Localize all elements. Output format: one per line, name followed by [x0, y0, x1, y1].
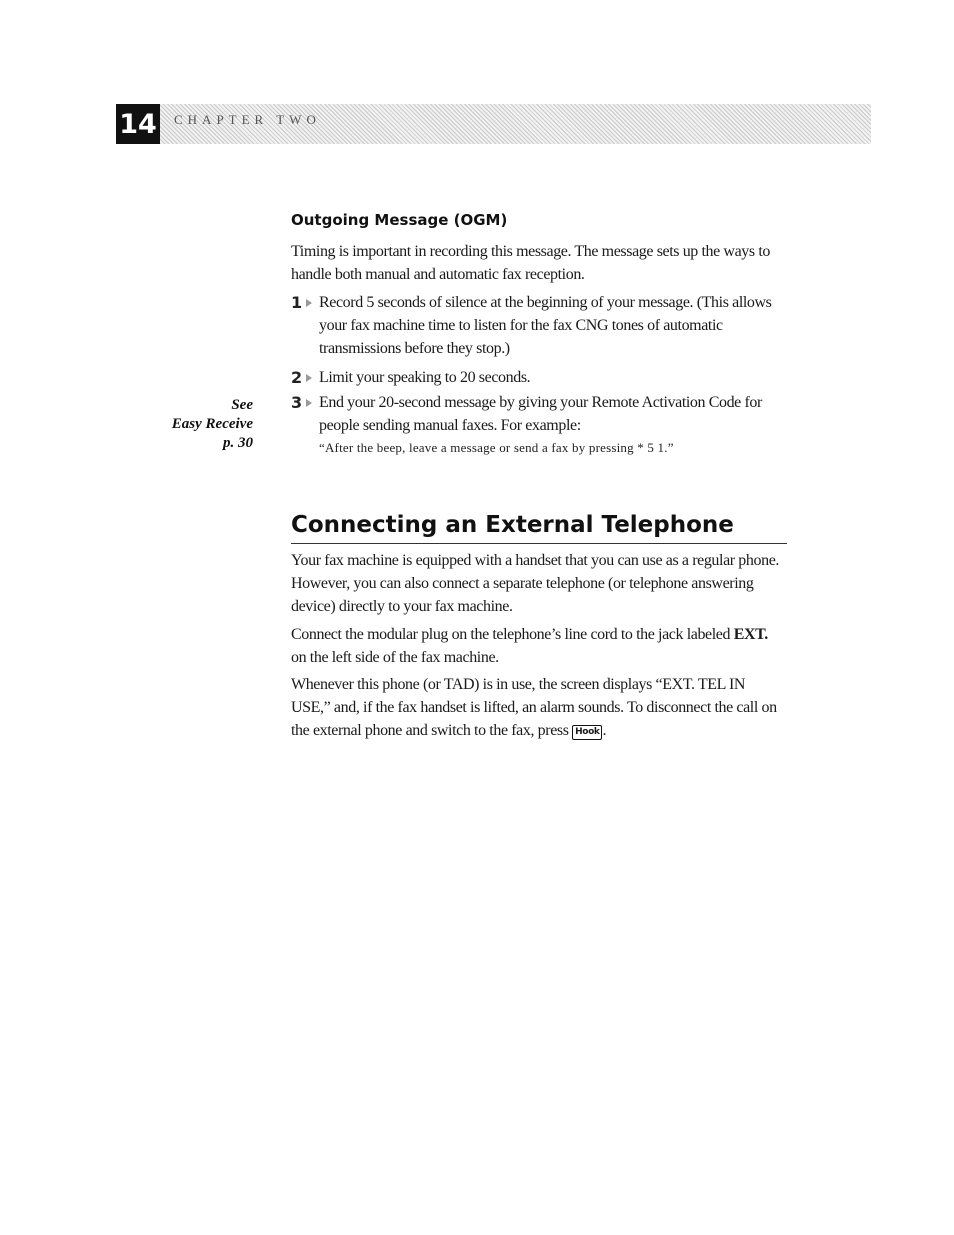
- step-3-text: End your 20-second message by giving your Remote Activation Code for people sending manual faxes. For example:: [319, 394, 762, 434]
- cross-reference-see: See: [231, 397, 253, 413]
- cross-reference-topic: Easy Receive: [171, 416, 253, 432]
- external-paragraph-2: [291, 623, 781, 669]
- step-2-text: Limit your speaking to 20 seconds.: [319, 369, 531, 386]
- external-paragraph-2-text: Connect the modular plug on the telephone’s line cord to the jack labeled: [291, 626, 734, 643]
- external-paragraph-1: Your fax machine is equipped with a handset that you can use as a regular phone. However, you can also connect a separate telephone (or telephone answering device) directly to your fax machine.: [291, 552, 780, 615]
- chapter-label: CHAPTER TWO: [174, 112, 321, 127]
- cross-reference-note: [172, 396, 253, 453]
- external-paragraph-3-text: Whenever this phone (or TAD) is in use, the screen displays “EXT. TEL IN USE,” and, if the fax handset is lifted, an alarm sounds. To disconnect the call on the external phone and switch to the fax, press: [291, 676, 777, 739]
- ogm-section-title: Outgoing Message (OGM): [291, 211, 508, 229]
- hook-key-icon: Hook: [572, 725, 602, 740]
- step-3-number-icon: 3: [291, 394, 313, 412]
- external-telephone-title: Connecting an External Telephone: [291, 512, 734, 538]
- external-paragraph-2-tail: on the left side of the fax machine.: [291, 649, 499, 666]
- external-paragraph-3-tail: .: [602, 722, 607, 739]
- step-1-text: Record 5 seconds of silence at the beginning of your message. (This allows your fax machine time to listen for the fax CNG tones of automatic transmissions before they stop.): [319, 294, 772, 357]
- cross-reference-page: p. 30: [223, 435, 253, 451]
- page-number: 14: [116, 104, 160, 144]
- step-2-number-icon: 2: [291, 369, 313, 387]
- title-underline: [291, 543, 787, 544]
- example-message: “After the beep, leave a message or send a fax by pressing * 5 1.”: [319, 440, 674, 455]
- chapter-header-band: [160, 104, 871, 144]
- ogm-intro-paragraph: Timing is important in recording this message. The message sets up the ways to handle both manual and automatic fax reception.: [291, 243, 770, 283]
- ext-jack-label: EXT.: [733, 626, 768, 643]
- step-1-number-icon: 1: [291, 294, 313, 312]
- external-paragraph-3: [291, 673, 781, 742]
